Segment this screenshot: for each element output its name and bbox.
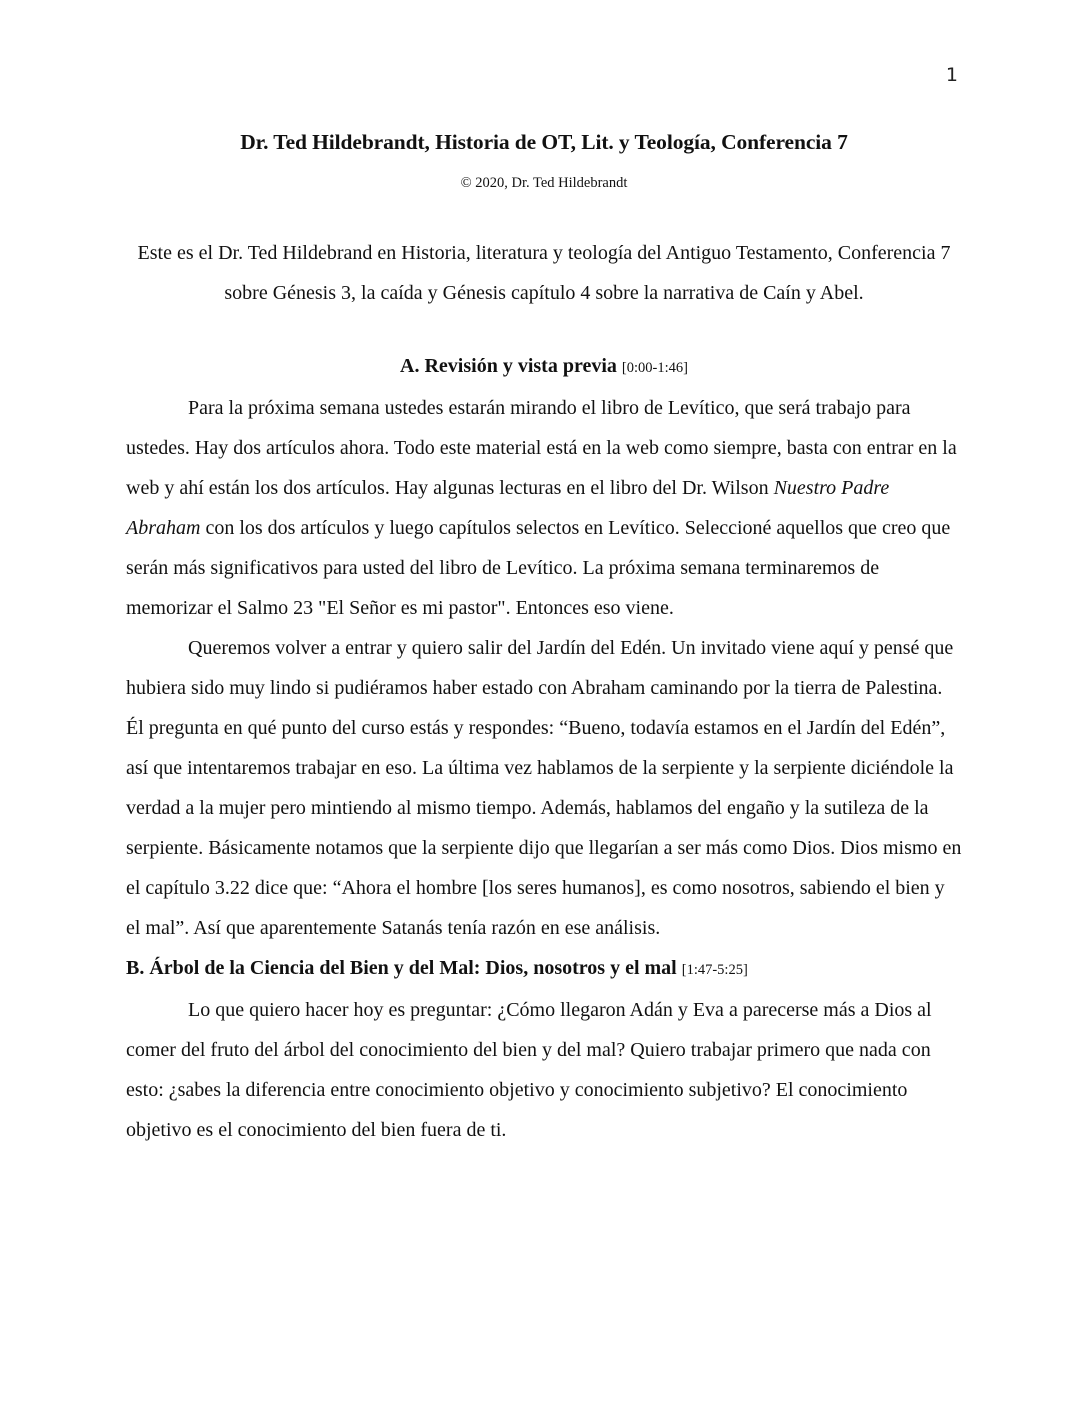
document-body — [126, 346, 962, 1150]
body-paragraph — [126, 388, 962, 628]
paragraph-text: Para la próxima semana ustedes estarán mirando el libro de Levítico, que será trabajo para ustedes. Hay dos artículos ahora. Todo este material está en la web como siempre, basta con entrar en la web y ahí están los dos artículos. Hay algunas lecturas en el libro del Dr. Wilson — [126, 397, 957, 499]
section-timestamp: [0:00-1:46] — [621, 360, 688, 376]
section-heading-text: A. Revisión y vista previa — [400, 355, 617, 377]
section-timestamp: [1:47-5:25] — [681, 962, 748, 978]
section-heading-a — [126, 346, 962, 388]
document-title: Dr. Ted Hildebrandt, Historia de OT, Lit. y Teología, Conferencia 7 — [240, 130, 848, 154]
book-title: Nuestro Padre Abraham — [126, 477, 890, 539]
page-number: 1 — [945, 64, 958, 86]
section-heading-b — [126, 948, 962, 990]
paragraph-text: con los dos artículos y luego capítulos selectos en Levítico. Seleccioné aquellos que creo que serán más significativos para usted del libro de Levítico. La próxima semana terminaremos de memorizar el Salmo 23 "El Señor es mi pastor". Entonces eso viene. — [126, 517, 951, 619]
intro-paragraph: Este es el Dr. Ted Hildebrand en Historia, literatura y teología del Antiguo Testamento, Conferencia 7 sobre Génesis 3, la caída y Génesis capítulo 4 sobre la narrativa de Caín y Abel. — [137, 242, 951, 304]
body-paragraph: Queremos volver a entrar y quiero salir del Jardín del Edén. Un invitado viene aquí y pensé que hubiera sido muy lindo si pudiéramos haber estado con Abraham caminando por la tierra de Palestina. Él pregunta en qué punto del curso estás y respondes: “Bueno, todavía estamos en el Jardín del Edén”, así que intentaremos trabajar en eso. La última vez hablamos de la serpiente y la serpiente diciéndole la verdad a la mujer pero mintiendo al mismo tiempo. Además, hablamos del engaño y la sutileza de la serpiente. Básicamente notamos que la serpiente dijo que llegarían a ser más como Dios. Dios mismo en el capítulo 3.22 dice que: “Ahora el hombre [los seres humanos], es como nosotros, sabiendo el bien y el mal”. Así que aparentemente Satanás tenía razón en ese análisis. — [126, 637, 962, 939]
body-paragraph: Lo que quiero hacer hoy es preguntar: ¿Cómo llegaron Adán y Eva a parecerse más a Dios al comer del fruto del árbol del conocimiento del bien y del mal? Quiero trabajar primero que nada con esto: ¿sabes la diferencia entre conocimiento objetivo y conocimiento subjetivo? El conocimiento objetivo es el conocimiento del bien fuera de ti. — [126, 999, 932, 1141]
copyright-line: © 2020, Dr. Ted Hildebrandt — [460, 175, 628, 191]
section-heading-text: B. Árbol de la Ciencia del Bien y del Mal: Dios, nosotros y el mal — [126, 957, 677, 979]
